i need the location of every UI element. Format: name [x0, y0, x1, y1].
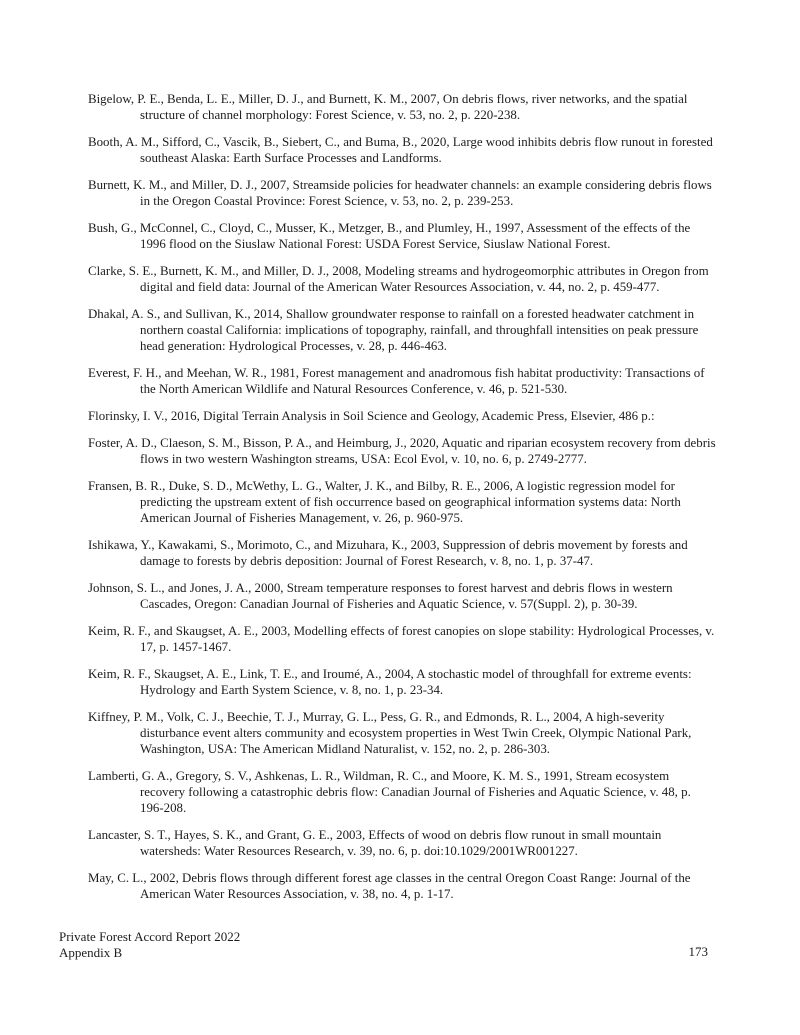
reference: Johnson, S. L., and Jones, J. A., 2000, Stream temperature responses to forest harvest and debris flows in western Cascades, Oregon: Canadian Journal of Fisheries and Aquatic Science, v. 57(Suppl. 2), p. 30-39.: [88, 581, 673, 611]
reference: Ishikawa, Y., Kawakami, S., Morimoto, C., and Mizuhara, K., 2003, Suppression of debris movement by forests and damage to forests by debris deposition: Journal of Forest Research, v. 8, no. 1, p. 37-47.: [88, 538, 688, 568]
reference: Booth, A. M., Sifford, C., Vascik, B., Siebert, C., and Buma, B., 2020, Large wood inhibits debris flow runout in forested southeast Alaska: Earth Surface Processes and Landforms.: [88, 135, 713, 165]
reference: Fransen, B. R., Duke, S. D., McWethy, L. G., Walter, J. K., and Bilby, R. E., 2006, A logistic regression model for predicting the upstream extent of fish occurrence based on geographical information systems data: North American Journal of Fisheries Management, v. 26, p. 960-975.: [88, 479, 681, 525]
reference: Bigelow, P. E., Benda, L. E., Miller, D. J., and Burnett, K. M., 2007, On debris flows, river networks, and the spatial structure of channel morphology: Forest Science, v. 53, no. 2, p. 220-238.: [88, 92, 688, 122]
reference: Lamberti, G. A., Gregory, S. V., Ashkenas, L. R., Wildman, R. C., and Moore, K. M. S., 1991, Stream ecosystem recovery following a catastrophic debris flow: Canadian Journal of Fisheries and Aquatic Science, v. 48, p. 196-208.: [88, 769, 691, 815]
reference: Lancaster, S. T., Hayes, S. K., and Grant, G. E., 2003, Effects of wood on debris flow runout in small mountain watersheds: Water Resources Research, v. 39, no. 6, p. doi:10.1029/2001WR001227.: [88, 828, 662, 858]
reference: Keim, R. F., and Skaugset, A. E., 2003, Modelling effects of forest canopies on slope stability: Hydrological Processes, v. 17, p. 1457-1467.: [88, 624, 715, 654]
reference: Keim, R. F., Skaugset, A. E., Link, T. E., and Iroumé, A., 2004, A stochastic model of throughfall for extreme events: Hydrology and Earth System Science, v. 8, no. 1, p. 23-34.: [88, 667, 692, 697]
reference: Everest, F. H., and Meehan, W. R., 1981, Forest management and anadromous fish habitat productivity: Transactions of the North American Wildlife and Natural Resources Conference, v. 46, p. 521-530.: [88, 366, 705, 396]
reference: Bush, G., McConnel, C., Cloyd, C., Musser, K., Metzger, B., and Plumley, H., 1997, Assessment of the effects of the 1996 flood on the Siuslaw National Forest: USDA Forest Service, Siuslaw National Forest.: [88, 221, 691, 251]
reference: Florinsky, I. V., 2016, Digital Terrain Analysis in Soil Science and Geology, Academic Press, Elsevier, 486 p.:: [88, 409, 655, 423]
page-number: 173: [688, 944, 708, 959]
reference: Burnett, K. M., and Miller, D. J., 2007, Streamside policies for headwater channels: an example considering debris flows in the Oregon Coastal Province: Forest Science, v. 53, no. 2, p. 239-253.: [88, 178, 712, 208]
reference: May, C. L., 2002, Debris flows through different forest age classes in the central Oregon Coast Range: Journal of the American Water Resources Association, v. 38, no. 4, p. 1-17.: [88, 871, 691, 901]
footer-report-title: Private Forest Accord Report 2022: [59, 929, 241, 944]
reference: Clarke, S. E., Burnett, K. M., and Miller, D. J., 2008, Modeling streams and hydrogeomorphic attributes in Oregon from digital and field data: Journal of the American Water Resources Association, v. 44, no. 2, p. 459-477.: [88, 264, 709, 294]
references-list: [88, 91, 716, 913]
reference: Dhakal, A. S., and Sullivan, K., 2014, Shallow groundwater response to rainfall on a forested headwater catchment in northern coastal California: implications of topography, rainfall, and throughfall intensities on peak pressure head generation: Hydrological Processes, v. 28, p. 446-463.: [88, 307, 699, 353]
reference: Kiffney, P. M., Volk, C. J., Beechie, T. J., Murray, G. L., Pess, G. R., and Edmonds, R. L., 2004, A high-severity disturbance event alters community and ecosystem properties in West Twin Creek, Olympic National Park, Washington, USA: The American Midland Naturalist, v. 152, no. 2, p. 286-303.: [88, 710, 692, 756]
page-footer: [59, 929, 240, 960]
footer-appendix-label: Appendix B: [59, 944, 123, 960]
reference: Foster, A. D., Claeson, S. M., Bisson, P. A., and Heimburg, J., 2020, Aquatic and riparian ecosystem recovery from debris flows in two western Washington streams, USA: Ecol Evol, v. 10, no. 6, p. 2749-2777.: [88, 436, 716, 466]
